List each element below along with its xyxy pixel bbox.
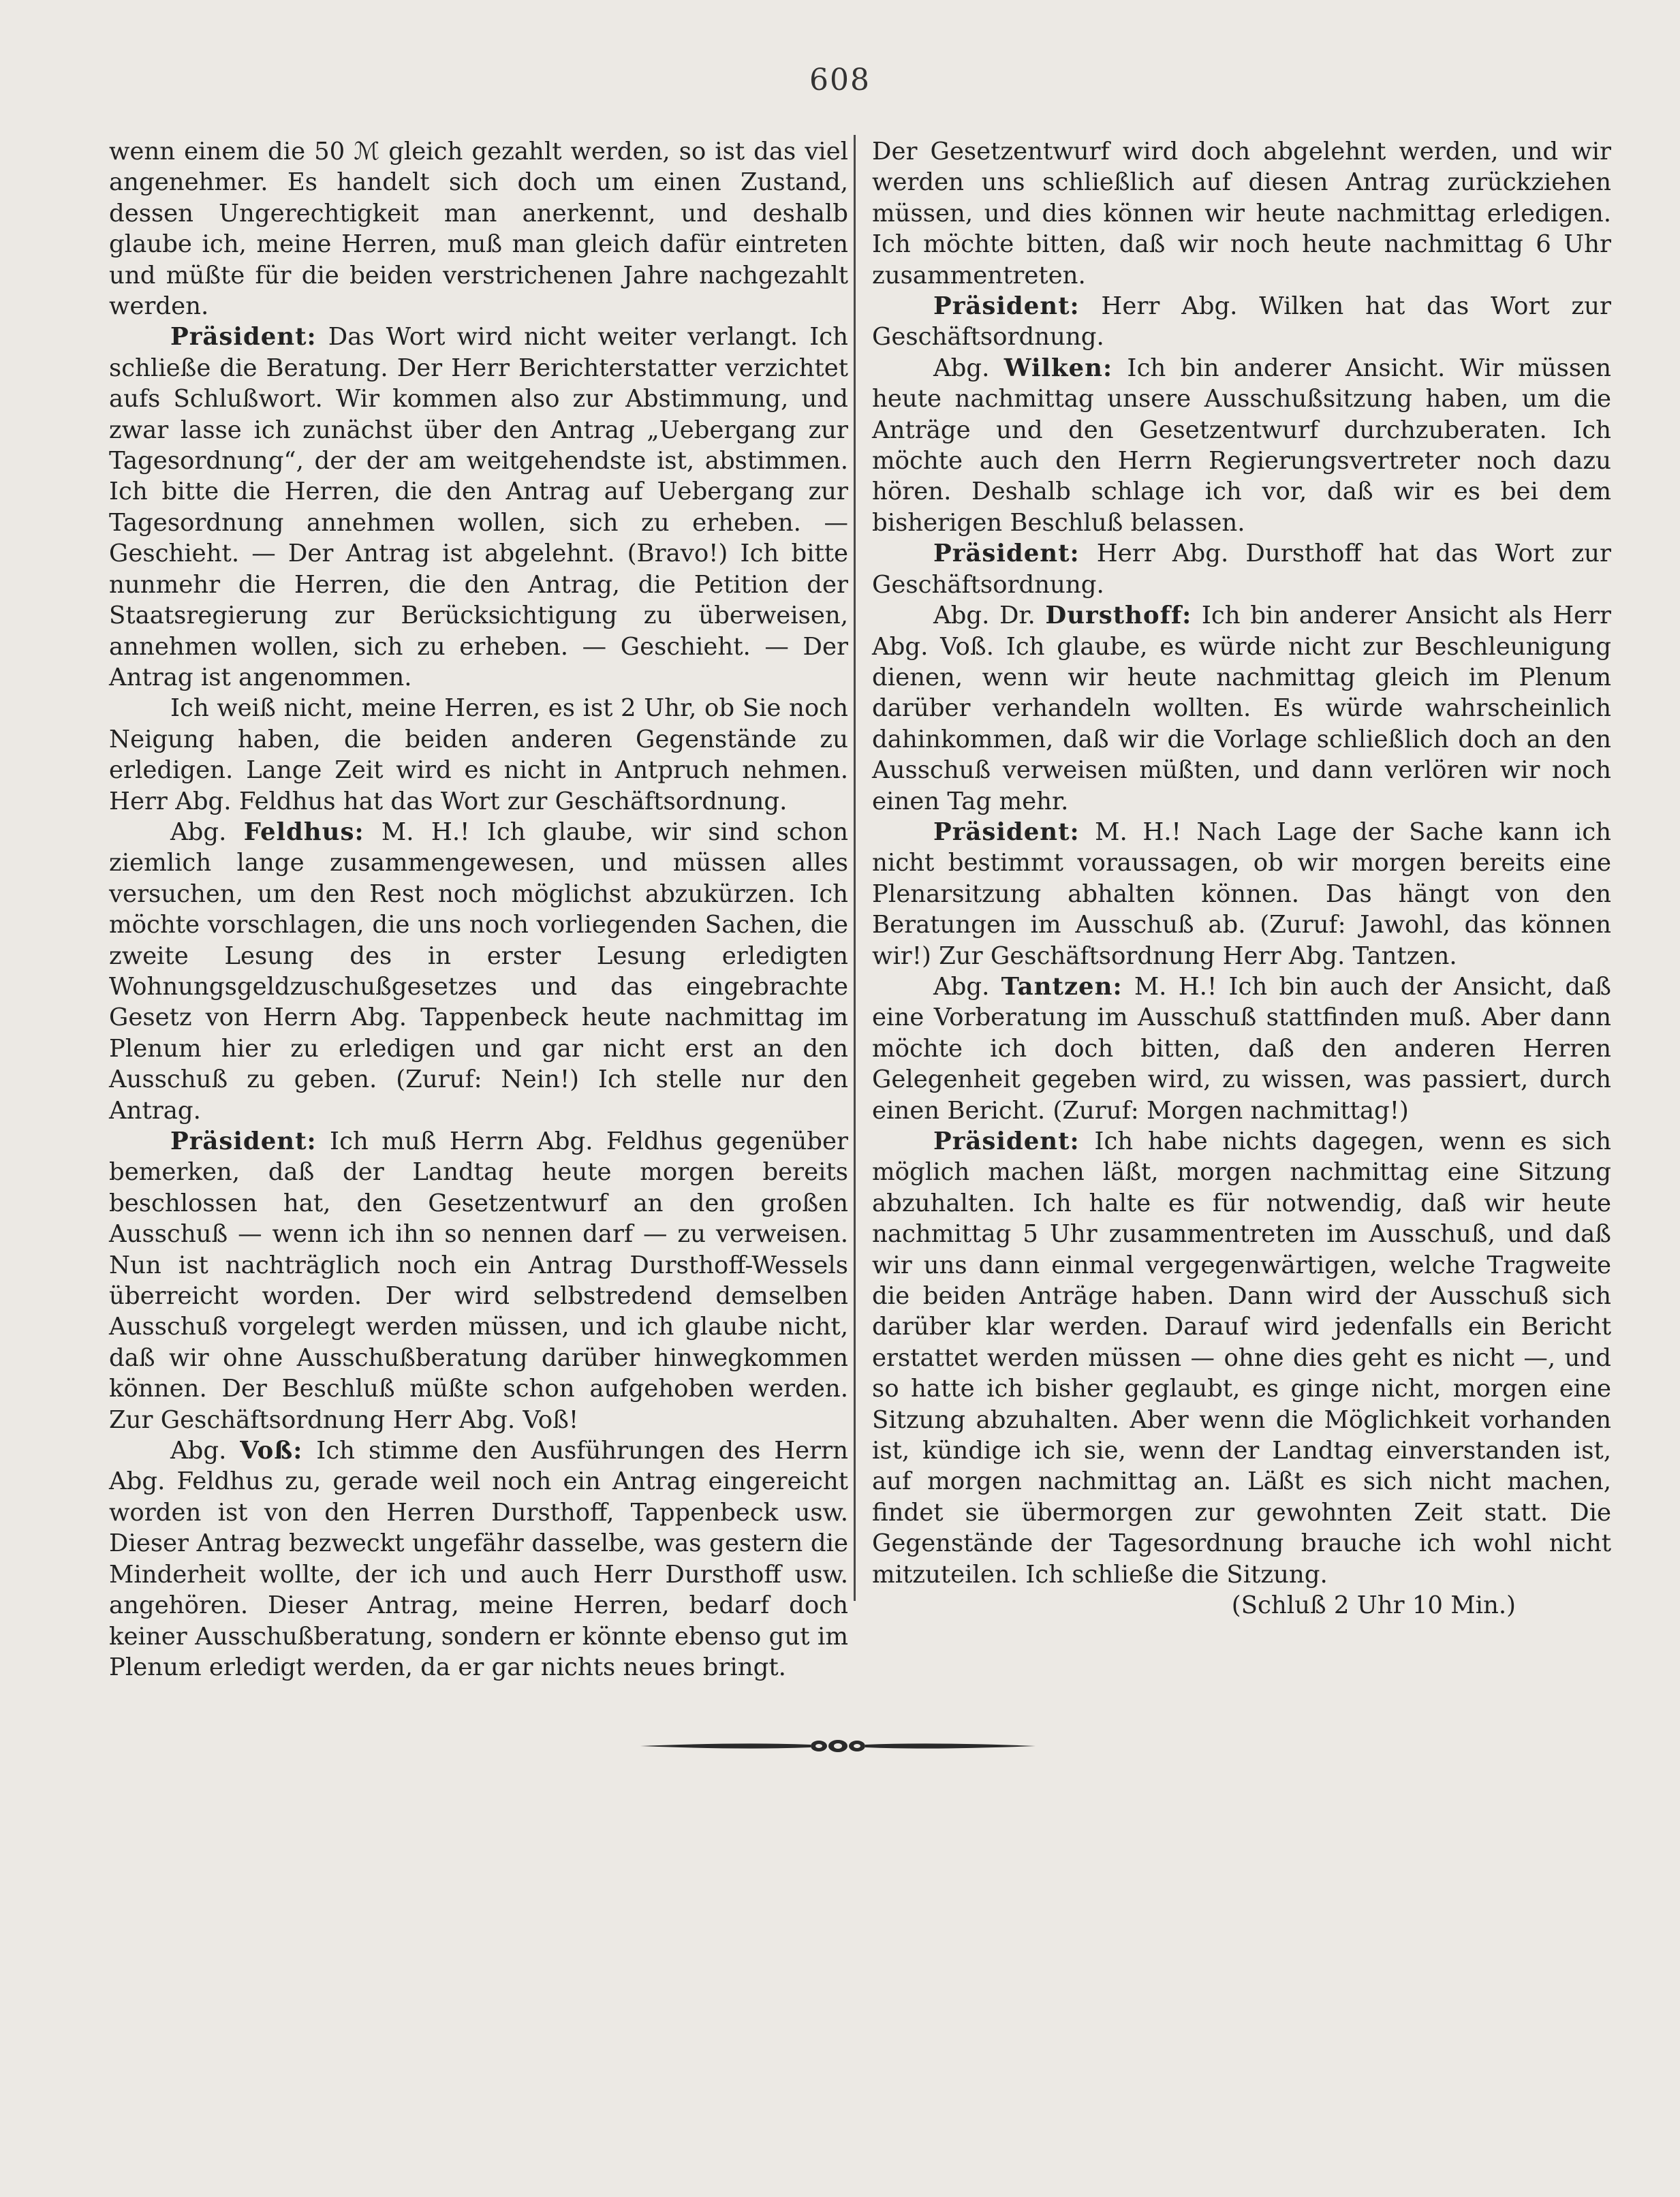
speaker-name: Voß:: [240, 1437, 303, 1465]
speaker-name: Präsident:: [933, 540, 1080, 568]
paragraph: Präsident: M. H.! Nach Lage der Sache kann ich nicht bestimmt voraussagen, ob wir morgen bereits eine Plenarsitzung abhalten können. Das hängt von den Beratungen im Ausschuß ab. (Zuruf: Jawohl, das können wir!) Zur Geschäftsordnung Herr Abg. Tantzen.: [872, 817, 1611, 970]
paragraph: Ich weiß nicht, meine Herren, es ist 2 Uhr, ob Sie noch Neigung haben, die beiden anderen Gegenstände zu erledigen. Lange Zeit wird es nicht in Antpruch nehmen. Herr Abg. Feldhus hat das Wort zur Geschäftsordnung.: [109, 694, 848, 815]
speaker-name: Präsident:: [933, 1127, 1080, 1155]
paragraph: Präsident: Ich habe nichts dagegen, wenn es sich möglich machen läßt, morgen nachmittag eine Sitzung abzuhalten. Ich halte es für notwendig, daß wir heute nachmittag 5 Uhr zusammentreten im Ausschuß, und daß wir uns dann einmal vergegenwärtigen, welche Tragweite die beiden Anträge haben. Dann wird der Ausschuß sich darüber klar werden. Darauf wird jedenfalls ein Bericht erstattet werden müssen — ohne dies geht es nicht —, und so hatte ich bisher geglaubt, es ginge nicht, morgen eine Sitzung abzuhalten. Aber wenn die Möglichkeit vorhanden ist, kündige ich sie, wenn der Landtag einverstanden ist, auf morgen nachmittag an. Läßt es sich nicht machen, findet sie übermorgen zur gewohnten Zeit statt. Die Gegenstände der Tagesordnung brauche ich wohl nicht mitzuteilen. Ich schließe die Sitzung.: [872, 1127, 1611, 1589]
paragraph: Präsident: Herr Abg. Dursthoff hat das Wort zur Geschäftsordnung.: [872, 540, 1611, 599]
left-column: [109, 136, 848, 1683]
paragraph: Präsident: Das Wort wird nicht weiter verlangt. Ich schließe die Beratung. Der Herr Berichterstatter verzichtet aufs Schlußwort. Wir kommen also zur Abstimmung, und zwar lasse ich zunächst über den Antrag „Uebergang zur Tagesordnung“, der der am weitgehendste ist, abstimmen. Ich bitte die Herren, die den Antrag auf Uebergang zur Tagesordnung annehmen wollen, sich zu erheben. — Geschieht. — Der Antrag ist abgelehnt. (Bravo!) Ich bitte nunmehr die Herren, die den Antrag, die Petition der Staatsregierung zur Berücksichtigung zu überweisen, annehmen wollen, sich zu erheben. — Geschieht. — Der Antrag ist angenommen.: [109, 323, 848, 691]
paragraph: Abg. Tantzen: M. H.! Ich bin auch der Ansicht, daß eine Vorberatung im Ausschuß stattfinden muß. Aber dann möchte ich doch bitten, daß den anderen Herren Gelegenheit gegeben wird, zu wissen, was passiert, durch einen Bericht. (Zuruf: Morgen nachmittag!): [872, 972, 1611, 1125]
column-divider: [854, 135, 856, 1601]
speaker-name: Präsident:: [933, 817, 1080, 846]
paragraph: Abg. Dr. Dursthoff: Ich bin anderer Ansicht als Herr Abg. Voß. Ich glaube, es würde nicht zur Beschleunigung dienen, wenn wir heute nachmittag gleich im Plenum darüber verhandeln wollten. Es würde wahrscheinlich dahinkommen, daß wir die Vorlage schließlich doch an den Ausschuß verweisen müßten, und dann verlören wir noch einen Tag mehr.: [872, 602, 1611, 815]
paragraph: Abg. Feldhus: M. H.! Ich glaube, wir sind schon ziemlich lange zusammengewesen, und müssen alles versuchen, um den Rest noch möglichst abzukürzen. Ich möchte vorschlagen, die uns noch vorliegenden Sachen, die zweite Lesung des in erster Lesung erledigten Wohnungsgeldzuschußgesetzes und das eingebrachte Gesetz von Herrn Abg. Tappenbeck heute nachmittag im Plenum hier zu erledigen und gar nicht erst an den Ausschuß zu geben. (Zuruf: Nein!) Ich stelle nur den Antrag.: [109, 817, 848, 1125]
speaker-name: Präsident:: [170, 1127, 317, 1155]
speaker-name: Dursthoff:: [1045, 602, 1192, 630]
paragraph: Präsident: Ich muß Herrn Abg. Feldhus gegenüber bemerken, daß der Landtag heute morgen bereits beschlossen hat, den Gesetzentwurf an den großen Ausschuß — wenn ich ihn so nennen darf — zu verweisen. Nun ist nachträglich noch ein Antrag Dursthoff-Wessels überreicht worden. Der wird selbstredend demselben Ausschuß vorgelegt werden müssen, und ich glaube nicht, daß wir ohne Ausschußberatung darüber hinwegkommen können. Der Beschluß müßte schon aufgehoben werden. Zur Geschäftsordnung Herr Abg. Voß!: [109, 1127, 848, 1434]
paragraph: Der Gesetzentwurf wird doch abgelehnt werden, und wir werden uns schließlich auf diesen Antrag zurückziehen müssen, und dies können wir heute nachmittag erledigen. Ich möchte bitten, daß wir noch heute nachmittag 6 Uhr zusammentreten.: [872, 138, 1611, 290]
ornamental-divider-icon: [640, 1734, 1036, 1758]
session-closing: (Schluß 2 Uhr 10 Min.): [1231, 1591, 1516, 1620]
speaker-name: Feldhus:: [243, 817, 364, 846]
paragraph: Präsident: Herr Abg. Wilken hat das Wort zur Geschäftsordnung.: [872, 292, 1611, 352]
paragraph: Abg. Wilken: Ich bin anderer Ansicht. Wir müssen heute nachmittag unsere Ausschußsitzung haben, um die Anträge und den Gesetzentwurf durchzuberaten. Ich möchte auch den Herrn Regierungsvertreter noch dazu hören. Deshalb schlage ich vor, daß wir es bei dem bisherigen Beschluß belassen.: [872, 354, 1611, 537]
speaker-name: Präsident:: [170, 323, 317, 352]
right-column: [872, 136, 1611, 1621]
speaker-name: Präsident:: [933, 292, 1080, 321]
speaker-name: Tantzen:: [1001, 972, 1123, 1001]
paragraph: Abg. Voß: Ich stimme den Ausführungen des Herrn Abg. Feldhus zu, gerade weil noch ein Antrag eingereicht worden ist von den Herren Dursthoff, Tappenbeck usw. Dieser Antrag bezweckt ungefähr dasselbe, was gestern die Minderheit wollte, der ich und auch Herr Dursthoff usw. angehören. Dieser Antrag, meine Herren, bedarf doch keiner Ausschußberatung, sondern er könnte ebenso gut im Plenum erledigt werden, da er gar nichts neues bringt.: [109, 1437, 848, 1681]
paragraph: wenn einem die 50 ℳ gleich gezahlt werden, so ist das viel angenehmer. Es handelt sich doch um einen Zustand, dessen Ungerechtigkeit man anerkennt, und deshalb glaube ich, meine Herren, muß man gleich dafür eintreten und müßte für die beiden verstrichenen Jahre nachgezahlt werden.: [109, 138, 848, 321]
speaker-name: Wilken:: [1004, 354, 1113, 382]
page-number: 608: [809, 63, 871, 97]
